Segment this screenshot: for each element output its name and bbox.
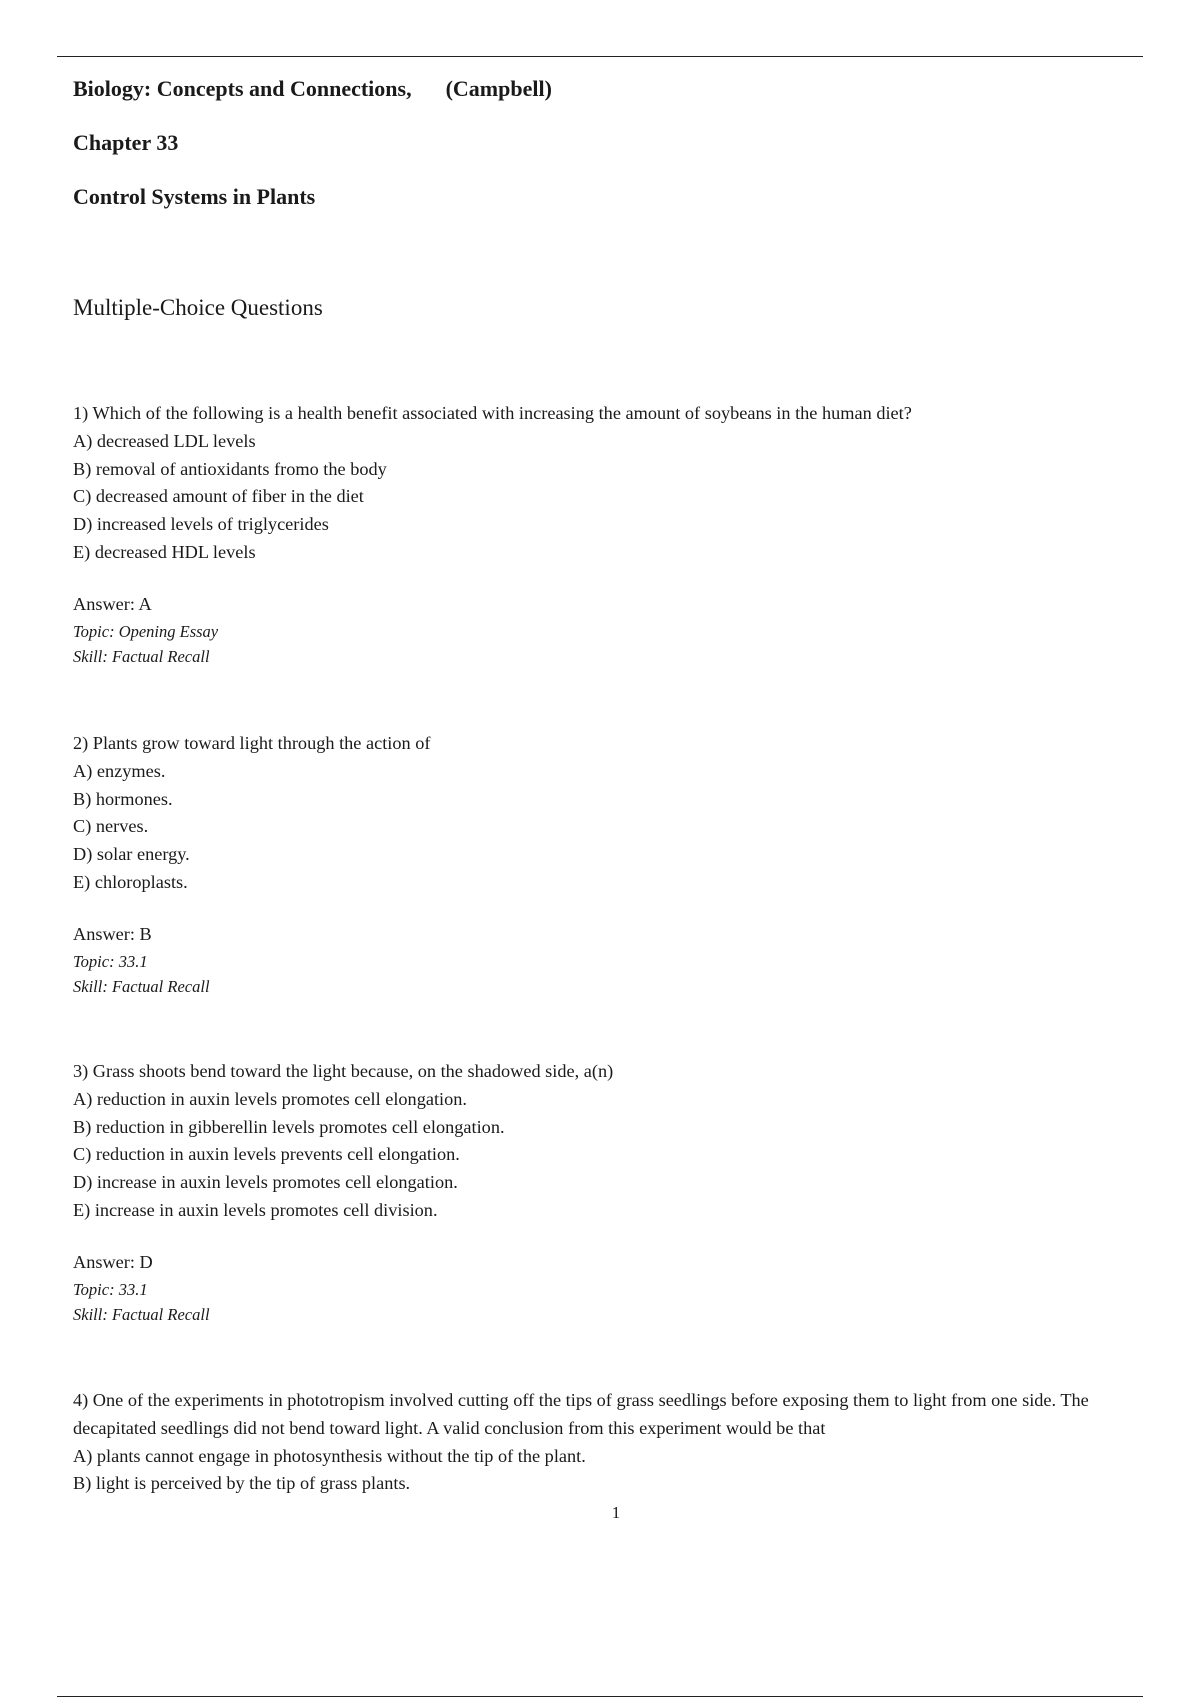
answer-option-e: E) decreased HDL levels	[73, 541, 256, 562]
answer-key: Answer: A	[73, 593, 152, 614]
page-number: 1	[611, 1503, 621, 1522]
topic-label: Topic: 33.1	[73, 1279, 148, 1299]
answer-option-d: D) increase in auxin levels promotes cell elongation.	[73, 1172, 458, 1193]
answer-option-e: E) chloroplasts.	[73, 871, 188, 892]
book-author: (Campbell)	[445, 76, 552, 101]
answer-option-d: D) increased levels of triglycerides	[73, 514, 329, 535]
book-title: Biology: Concepts and Connections,	[73, 76, 412, 101]
answer-option-a: A) decreased LDL levels	[73, 430, 256, 451]
question-stem: 3) Grass shoots bend toward the light because, on the shadowed side, a(n)	[73, 1061, 614, 1081]
top-rule	[57, 56, 1143, 57]
question-stem: 4) One of the experiments in phototropism involved cutting off the tips of grass seedlings before exposing them to light from one side. The decapitated seedlings did not bend toward light. A valid conclusion from this experiment would be that	[73, 1390, 1089, 1438]
answer-option-c: C) reduction in auxin levels prevents cell elongation.	[73, 1144, 460, 1165]
section-title: Multiple-Choice Questions	[73, 295, 323, 320]
book-title-line	[73, 76, 552, 102]
skill-label: Skill: Factual Recall	[73, 976, 210, 996]
topic-label: Topic: 33.1	[73, 951, 148, 971]
answer-option-b: B) removal of antioxidants fromo the body	[73, 458, 387, 479]
chapter-label: Chapter 33	[73, 130, 179, 155]
answer-option-c: C) decreased amount of fiber in the diet	[73, 486, 364, 507]
skill-label: Skill: Factual Recall	[73, 646, 210, 666]
answer-key: Answer: D	[73, 1251, 153, 1272]
answer-option-b: B) light is perceived by the tip of grass plants.	[73, 1473, 411, 1494]
question-4	[73, 1387, 1163, 1498]
question-1	[73, 400, 912, 669]
question-2	[73, 730, 430, 999]
answer-option-c: C) nerves.	[73, 816, 149, 837]
bottom-rule	[57, 1696, 1143, 1697]
chapter-title: Control Systems in Plants	[73, 184, 316, 209]
answer-option-a: A) reduction in auxin levels promotes cell elongation.	[73, 1088, 467, 1109]
answer-option-d: D) solar energy.	[73, 844, 190, 865]
skill-label: Skill: Factual Recall	[73, 1304, 210, 1324]
answer-key: Answer: B	[73, 923, 152, 944]
question-stem: 1) Which of the following is a health benefit associated with increasing the amount of soybeans in the human diet?	[73, 403, 912, 423]
topic-label: Topic: Opening Essay	[73, 621, 219, 641]
answer-option-a: A) plants cannot engage in photosynthesis without the tip of the plant.	[73, 1445, 586, 1466]
answer-option-b: B) hormones.	[73, 788, 173, 809]
document-header	[73, 76, 552, 210]
answer-option-b: B) reduction in gibberellin levels promotes cell elongation.	[73, 1116, 505, 1137]
question-3	[73, 1058, 613, 1327]
question-stem: 2) Plants grow toward light through the action of	[73, 733, 431, 753]
answer-option-e: E) increase in auxin levels promotes cell division.	[73, 1199, 438, 1220]
answer-option-a: A) enzymes.	[73, 760, 166, 781]
